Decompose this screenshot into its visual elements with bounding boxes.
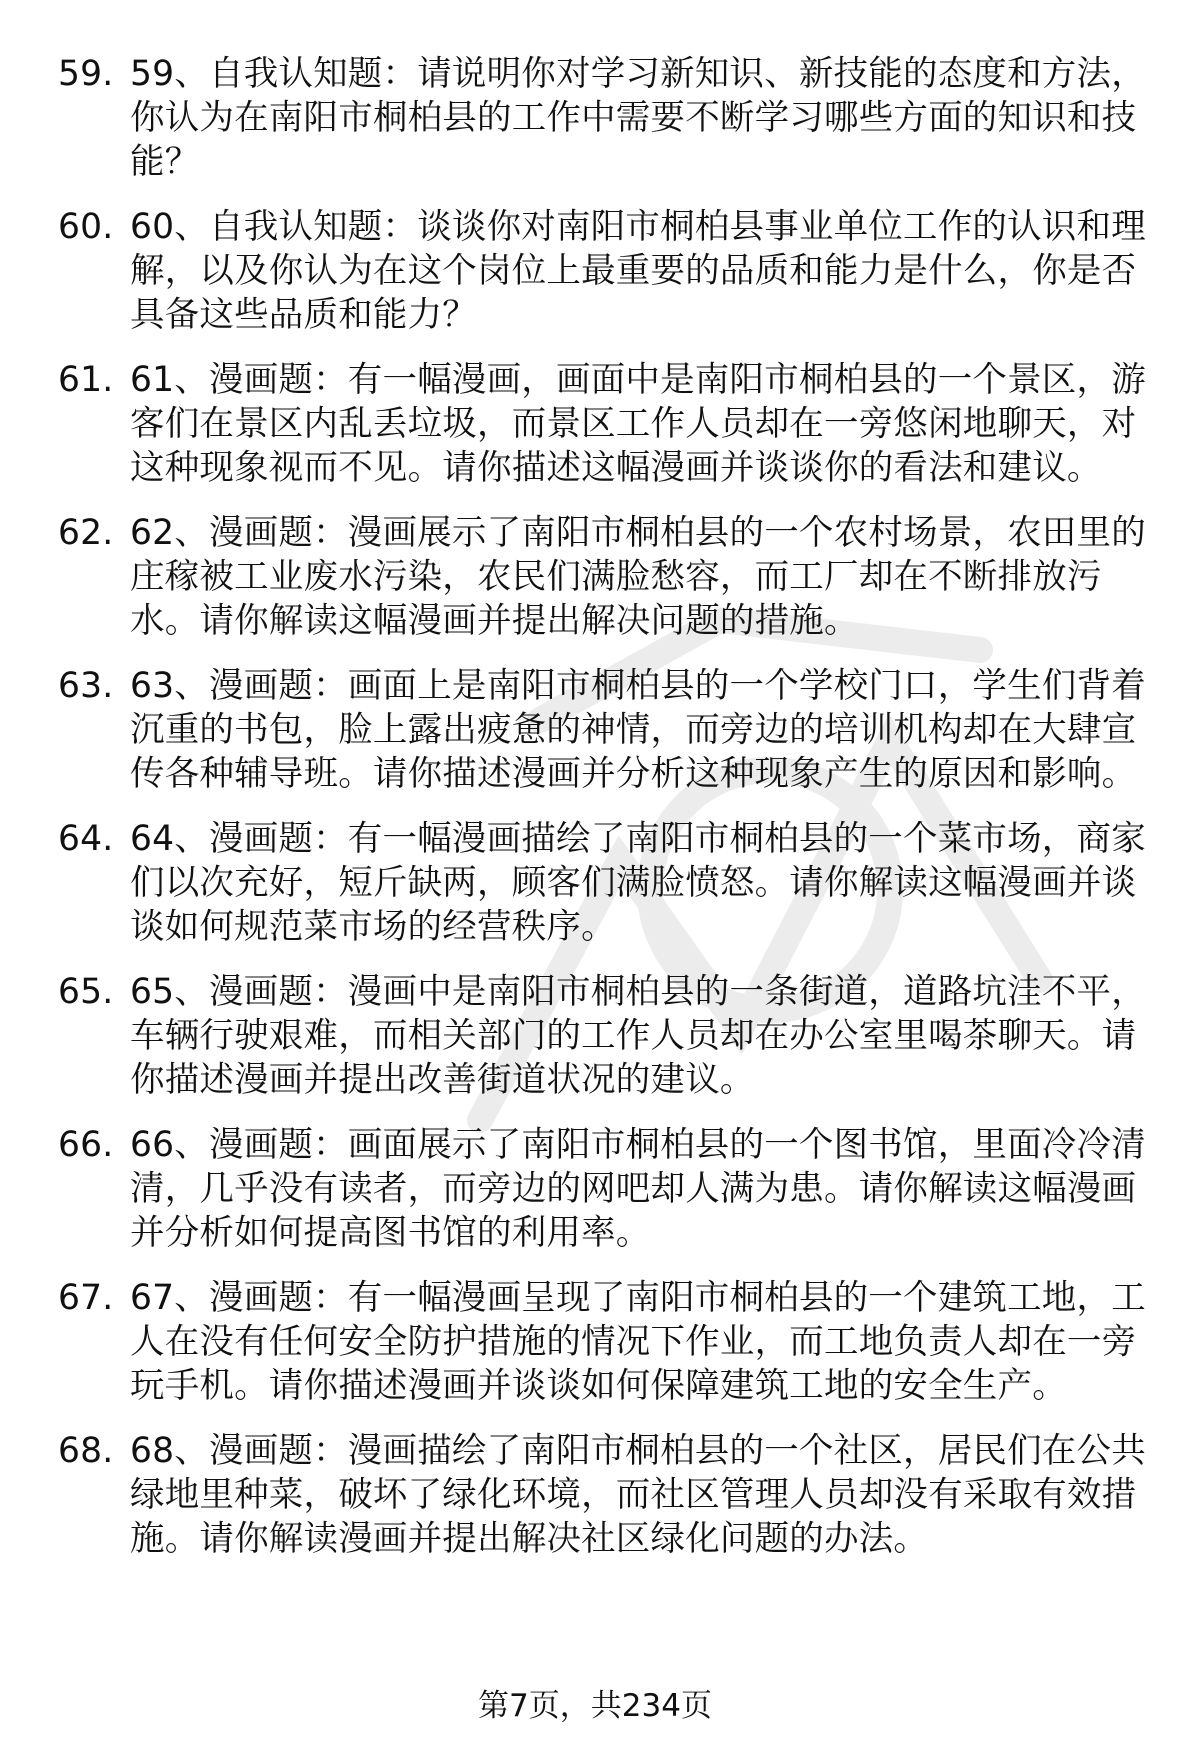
question-item bbox=[58, 817, 1150, 949]
question-item bbox=[58, 664, 1150, 796]
question-text: 67、漫画题：有一幅漫画呈现了南阳市桐柏县的一个建筑工地，工人在没有任何安全防护措施的情况下作业，而工地负责人却在一旁玩手机。请你描述漫画并谈谈如何保障建筑工地的安全生产。 bbox=[130, 1278, 1146, 1406]
question-text: 66、漫画题：画面展示了南阳市桐柏县的一个图书馆，里面冷冷清清，几乎没有读者，而旁边的网吧却人满为患。请你解读这幅漫画并分析如何提高图书馆的利用率。 bbox=[130, 1125, 1146, 1253]
question-number: 61. bbox=[58, 360, 114, 400]
question-item bbox=[58, 205, 1150, 337]
question-text: 65、漫画题：漫画中是南阳市桐柏县的一条街道，道路坑洼不平，车辆行驶艰难，而相关部门的工作人员却在办公室里喝茶聊天。请你描述漫画并提出改善街道状况的建议。 bbox=[130, 972, 1146, 1100]
question-number: 66. bbox=[58, 1125, 114, 1165]
question-number: 60. bbox=[58, 207, 114, 247]
question-text: 60、自我认知题：谈谈你对南阳市桐柏县事业单位工作的认识和理解，以及你认为在这个岗位上最重要的品质和能力是什么，你是否具备这些品质和能力？ bbox=[130, 207, 1146, 335]
question-number: 59. bbox=[58, 54, 114, 94]
question-item bbox=[58, 1429, 1150, 1561]
question-item bbox=[58, 970, 1150, 1102]
question-item bbox=[58, 1276, 1150, 1408]
question-number: 65. bbox=[58, 972, 114, 1012]
question-text: 63、漫画题：画面上是南阳市桐柏县的一个学校门口，学生们背着沉重的书包，脸上露出疲惫的神情，而旁边的培训机构却在大肆宣传各种辅导班。请你描述漫画并分析这种现象产生的原因和影响。 bbox=[130, 666, 1146, 794]
question-item bbox=[58, 1123, 1150, 1255]
page-footer: 第7页，共234页 bbox=[478, 1688, 712, 1724]
question-list bbox=[58, 52, 1150, 1582]
question-item bbox=[58, 511, 1150, 643]
question-number: 68. bbox=[58, 1431, 114, 1471]
question-number: 67. bbox=[58, 1278, 114, 1318]
question-item bbox=[58, 52, 1150, 184]
question-text: 68、漫画题：漫画描绘了南阳市桐柏县的一个社区，居民们在公共绿地里种菜，破坏了绿化环境，而社区管理人员却没有采取有效措施。请你解读漫画并提出解决社区绿化问题的办法。 bbox=[130, 1431, 1146, 1559]
question-text: 64、漫画题：有一幅漫画描绘了南阳市桐柏县的一个菜市场，商家们以次充好，短斤缺两，顾客们满脸愤怒。请你解读这幅漫画并谈谈如何规范菜市场的经营秩序。 bbox=[130, 819, 1146, 947]
question-item bbox=[58, 358, 1150, 490]
question-number: 63. bbox=[58, 666, 114, 706]
question-text: 59、自我认知题：请说明你对学习新知识、新技能的态度和方法，你认为在南阳市桐柏县的工作中需要不断学习哪些方面的知识和技能？ bbox=[130, 54, 1146, 182]
question-text: 61、漫画题：有一幅漫画，画面中是南阳市桐柏县的一个景区，游客们在景区内乱丢垃圾，而景区工作人员却在一旁悠闲地聊天，对这种现象视而不见。请你描述这幅漫画并谈谈你的看法和建议。 bbox=[130, 360, 1146, 488]
question-text: 62、漫画题：漫画展示了南阳市桐柏县的一个农村场景，农田里的庄稼被工业废水污染，农民们满脸愁容，而工厂却在不断排放污水。请你解读这幅漫画并提出解决问题的措施。 bbox=[130, 513, 1146, 641]
question-number: 62. bbox=[58, 513, 114, 553]
question-number: 64. bbox=[58, 819, 114, 859]
